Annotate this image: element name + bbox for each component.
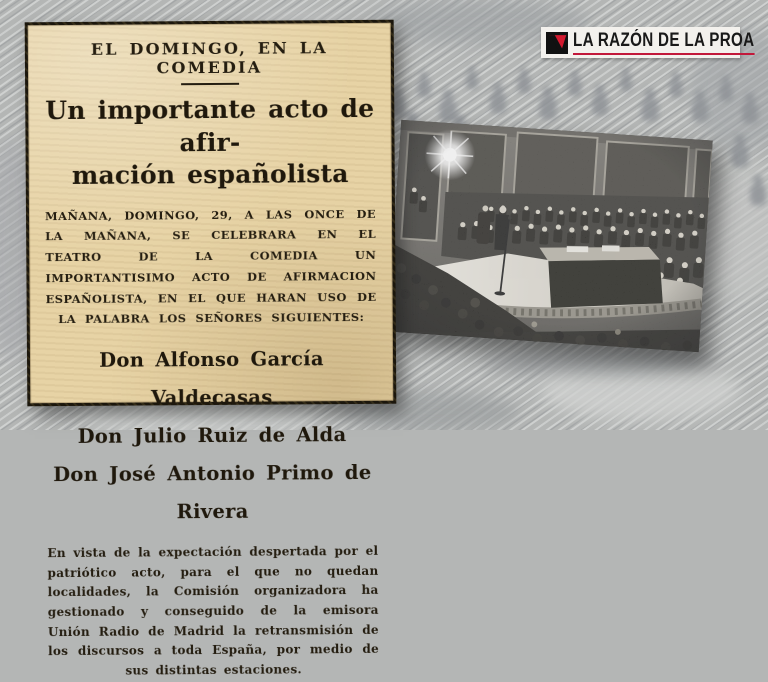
speakers-list <box>46 340 378 532</box>
newspaper-clipping <box>25 20 397 678</box>
proa-pennant-icon <box>546 32 568 54</box>
headline-line-1: Un importante acto de afir- <box>45 93 375 157</box>
photo-grain <box>387 120 712 352</box>
headline-line-2: mación españolista <box>71 159 349 190</box>
clipping-intro-paragraph: MAÑANA, DOMINGO, 29, A LAS ONCE DE LA MAÑANA, SE CELEBRARA EN EL TEATRO DE LA COMEDIA UN IMPORTANTISIMO ACTO DE AFIRMACION ESPAÑOLISTA, EN EL QUE HARAN USO DE LA PALABRA LOS SEÑORES SIGUIENTES: <box>44 206 377 327</box>
speaker-name: Don José Antonio Primo de Rivera <box>53 460 372 524</box>
speaker-name: Don Julio Ruiz de Alda <box>77 423 347 448</box>
logo-wordmark: LA RAZÓN DE LA PROA <box>573 30 754 55</box>
clipping-kicker: EL DOMINGO, EN LA COMEDIA <box>90 38 328 78</box>
clipping-headline <box>44 93 376 193</box>
photo-scene <box>387 120 712 352</box>
speaker-name: Don Alfonso García Valdecasas <box>99 347 324 410</box>
kicker-divider-rule <box>181 83 239 85</box>
site-logo <box>541 27 755 58</box>
clipping-footer-paragraph: En vista de la expectación despertada por el patriótico acto, para el que no quedan localidades, la Comisión organizadora ha gestionado y conseguido de la emisora Unión Radio de Madrid la retransmisión de los discursos a toda España, por medio de sus distintas estaciones. <box>47 543 380 678</box>
theater-act-photograph <box>387 120 712 352</box>
